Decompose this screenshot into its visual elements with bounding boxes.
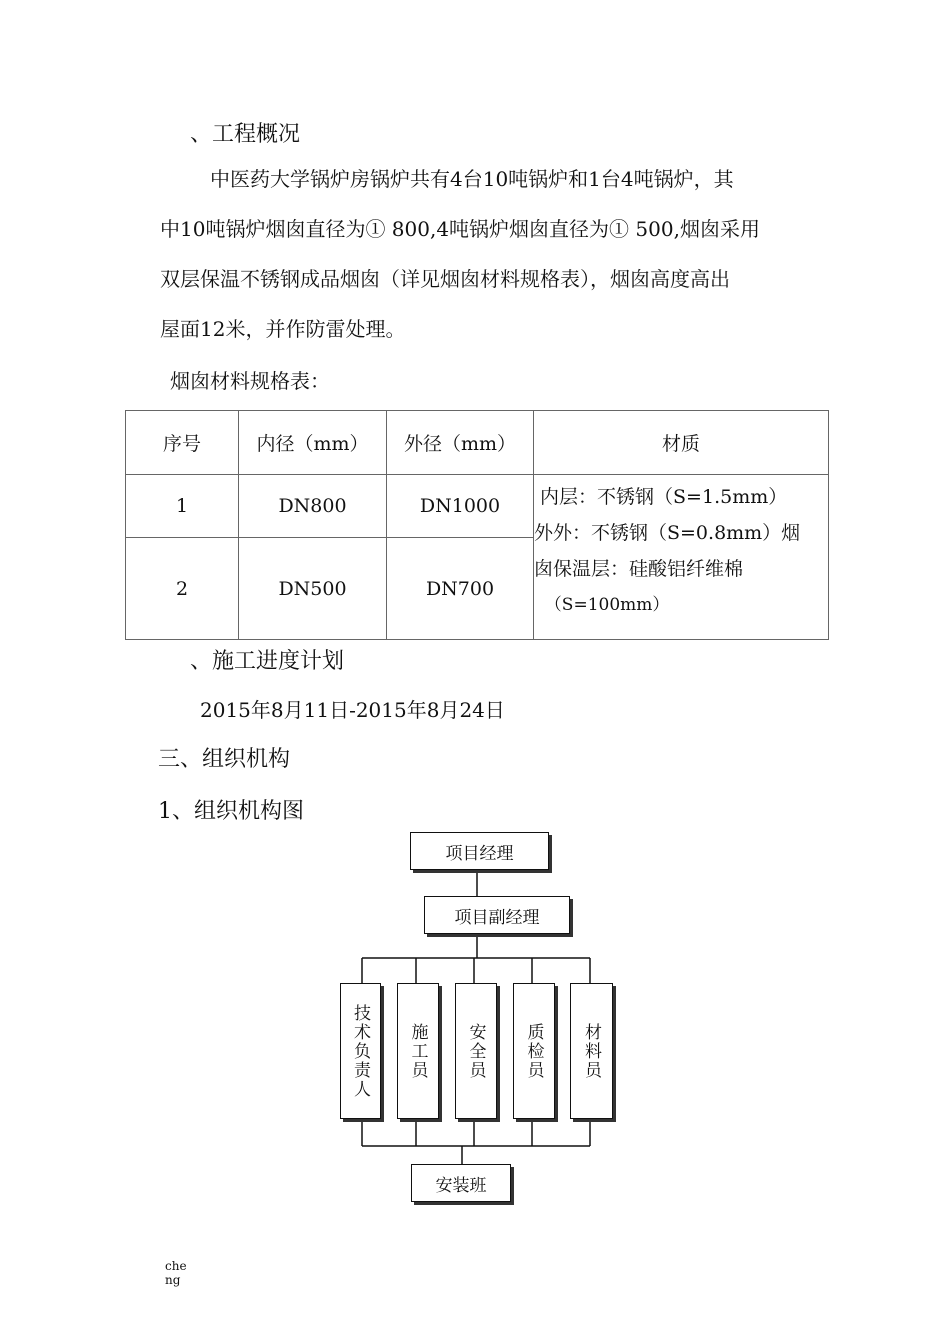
org-node-tech-lead: 技术负责人 <box>340 983 381 1119</box>
org-node-safety-officer: 安全员 <box>455 983 497 1119</box>
material-line: （S=100mm） <box>534 595 670 615</box>
row-no: 1 <box>126 475 239 538</box>
org-chart-heading: 1、组织机构图 <box>158 799 304 824</box>
row-inner: DN500 <box>239 538 387 640</box>
org-node-deputy-manager: 项目副经理 <box>424 896 570 934</box>
header-outer: 外径（mm） <box>387 411 534 475</box>
paragraph-line-4: 屋面12米，并作防雷处理。 <box>160 317 406 341</box>
schedule-dates: 2015年8月11日-2015年8月24日 <box>200 698 505 722</box>
paragraph-line-1: 中医药大学锅炉房锅炉共有4台10吨锅炉和1台4吨锅炉，其 <box>210 167 734 191</box>
row-outer: DN1000 <box>387 475 534 538</box>
paragraph-line-3: 双层保温不锈钢成品烟囱（详见烟囱材料规格表），烟囱高度高出 <box>160 267 730 291</box>
org-node-quality-inspector: 质检员 <box>513 983 555 1119</box>
section-1-heading: 、工程概况 <box>190 122 301 147</box>
footer-text: cheng <box>165 1259 187 1287</box>
org-node-installation-team: 安装班 <box>411 1164 511 1202</box>
header-no: 序号 <box>126 411 239 475</box>
org-node-project-manager: 项目经理 <box>410 832 549 870</box>
material-line: 囱保温层：硅酸铝纤维棉 <box>534 558 744 580</box>
material-line: 内层：不锈钢（S=1.5mm） <box>534 486 788 508</box>
section-3-heading: 三、组织机构 <box>158 747 291 772</box>
row-inner: DN800 <box>239 475 387 538</box>
row-outer: DN700 <box>387 538 534 640</box>
org-node-material-clerk: 材料员 <box>570 983 613 1119</box>
header-inner: 内径（mm） <box>239 411 387 475</box>
table-caption: 烟囱材料规格表： <box>170 369 330 393</box>
paragraph-line-2: 中10吨锅炉烟囱直径为① 800,4吨锅炉烟囱直径为① 500,烟囱采用 <box>160 217 760 241</box>
org-node-construction-worker: 施工员 <box>397 983 439 1119</box>
material-line: 外外：不锈钢（S=0.8mm）烟 <box>534 522 801 544</box>
header-material: 材质 <box>534 411 829 475</box>
row-no: 2 <box>126 538 239 640</box>
section-2-heading: 、施工进度计划 <box>190 649 345 674</box>
